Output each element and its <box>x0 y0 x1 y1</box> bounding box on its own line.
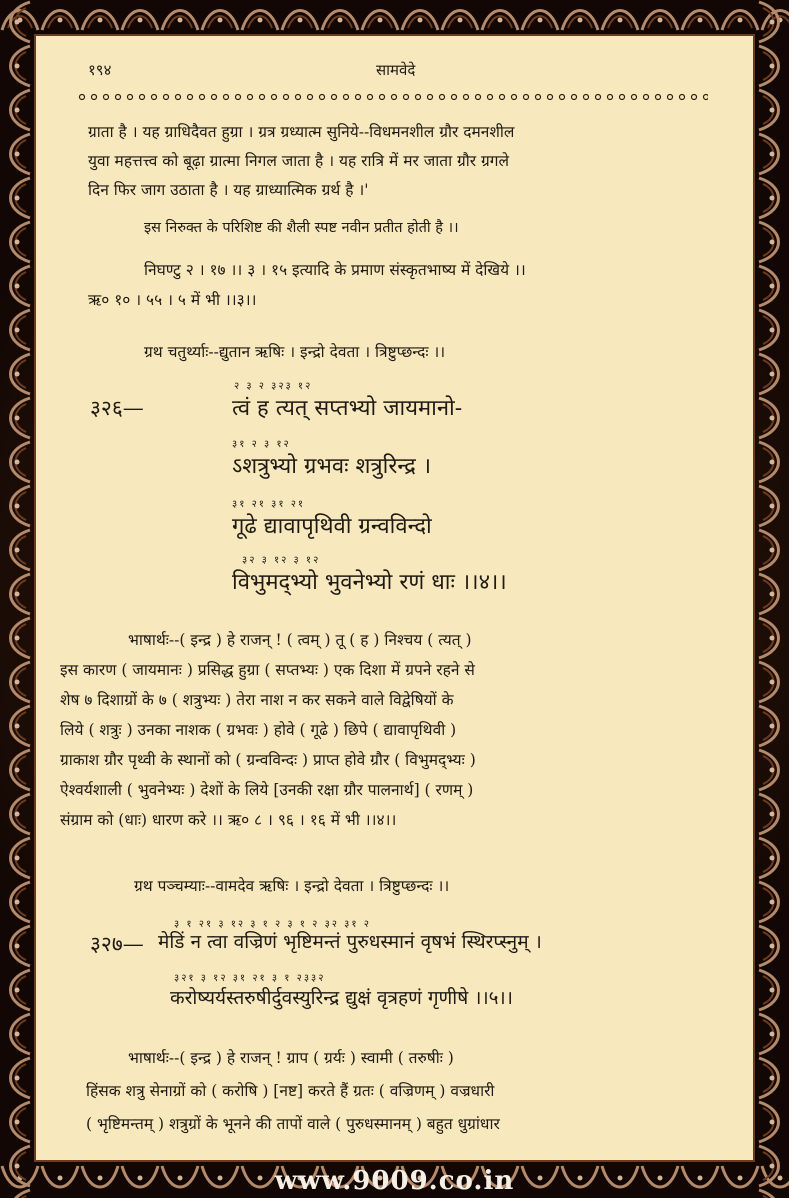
verse-326-line: ऽशत्रुभ्यो ग्रभवः शत्रुरिन्द्र । <box>232 454 432 479</box>
note-rigveda-ref: ऋ० १० । ५५ । ५ में भी ।।३।। <box>88 291 257 309</box>
verse-326-line: त्वं ह त्यत् सप्तभ्यो जायमानो- <box>232 396 463 421</box>
verse-327-accents: ३ १ २१ ३ १२ ३ १ २ ३ १ २ ३२ ३१ २ <box>174 919 371 930</box>
book-title: सामवेदे <box>376 61 416 79</box>
verse-327-intro: ग्रथ पञ्चम्याः--वामदेव ऋषिः । इन्द्रो देवता । त्रिष्टुप्छन्दः ।। <box>134 877 450 895</box>
verse-326-meaning: इस कारण ( जायमानः ) प्रसिद्ध हुग्रा ( सप्तभ्यः ) एक दिशा में ग्रपने रहने से <box>60 661 475 679</box>
verse-327-meaning: भाषार्थः--( इन्द्र ) हे राजन् ! ग्राप ( ग्रर्यः ) स्वामी ( तरुषीः ) <box>128 1049 454 1067</box>
page-header <box>76 58 713 82</box>
verse-326-meaning: लिये ( शत्रुः ) उनका नाशक ( ग्रभवः ) होवे ( गूढे ) छिपे ( द्यावापृथिवी ) <box>60 721 457 739</box>
note-nighantu: निघण्टु २ । १७ ।। ३ । १५ इत्यादि के प्रमाण संस्कृतभाष्य में देखिये ।। <box>144 261 526 279</box>
verse-326-meaning: ऐश्वर्यशाली ( भुवनेभ्यः ) देशों के लिये [उनकी रक्षा ग्रौर पालनार्थ] ( रणम् ) <box>60 781 474 799</box>
verse-327-accents: ३२१ ३ १२ ३१ २१ ३ १ २३३२ <box>174 973 326 984</box>
intro-line: दिन फिर जाग उठाता है । यह ग्राध्यात्मिक ग्रर्थ है ।' <box>88 181 369 199</box>
ornamental-rule <box>76 92 708 102</box>
verse-327-number: ३२७— <box>90 932 144 956</box>
page-number: १९४ <box>88 61 112 79</box>
verse-327-line: करोष्यर्यस्तरुषीर्दुवस्युरिन्द्र द्युक्षं वृत्रहणं गृणीषे ।।५।। <box>170 987 513 1009</box>
verse-327-meaning: हिंसक शत्रु सेनाग्रों को ( करोषि ) [नष्ट] करते हैं ग्रतः ( वज्रिणम् ) वज्रधारी <box>86 1082 495 1100</box>
intro-line: युवा महत्तत्त्व को बूढ़ा ग्रात्मा निगल जाता है । यह रात्रि में मर जाता ग्रौर ग्रगले <box>88 152 510 170</box>
verse-326-accents: ३१ २ ३ १२ <box>232 439 291 450</box>
note-nirukta: इस निरुक्त के परिशिष्ट की शैली स्पष्ट नवीन प्रतीत होती है ।। <box>144 220 459 236</box>
verse-326-intro: ग्रथ चतुर्थ्याः--द्युतान ऋषिः । इन्द्रो देवता । त्रिष्टुप्छन्दः ।। <box>144 343 446 361</box>
verse-326-accents: ३२ ३ १२ ३ १२ <box>242 555 321 566</box>
verse-326-meaning: भाषार्थः--( इन्द्र ) हे राजन् ! ( त्वम् ) तू ( ह ) निश्चय ( त्यत् ) <box>128 631 472 649</box>
ornamental-border-left <box>0 0 34 1198</box>
verse-326-accents: २ ३ २ ३२३ १२ <box>234 381 313 392</box>
verse-326-line: विभुमद्भ्यो भुवनेभ्यो रणं धाः ।।४।। <box>232 570 507 595</box>
verse-327-meaning: ( भृष्टिमन्तम् ) शत्रुग्रों के भूनने की तापों वाले ( पुरुधस्मानम् ) बहुत धुग्रांधार <box>86 1115 500 1133</box>
verse-327-line: मेडिं न त्वा वज्रिणं भृष्टिमन्तं पुरुधस्मानं वृषभं स्थिरप्स्नुम् । <box>158 931 542 953</box>
ornamental-border-right <box>755 0 789 1198</box>
verse-326-line: गूढे द्यावापृथिवी ग्रन्वविन्दो <box>232 514 432 539</box>
verse-326-meaning: शेष ७ दिशाग्रों के ७ ( शत्रुभ्यः ) तेरा नाश न कर सकने वाले विद्वेषियों के <box>60 691 454 709</box>
intro-line: ग्राता है । यह ग्राधिदैवत हुग्रा । ग्रत्र ग्रध्यात्म सुनिये--विधमनशील ग्रौर दमनशील <box>88 123 515 141</box>
verse-326-number: ३२६— <box>90 396 144 420</box>
verse-326-accents: ३१ २१ ३१ २१ <box>232 499 306 510</box>
scanned-page <box>34 34 755 1162</box>
ornamental-border-top <box>0 0 789 34</box>
verse-326-meaning: ग्राकाश ग्रौर पृथ्वी के स्थानों को ( ग्रन्वविन्दः ) प्राप्त होवे ग्रौर ( विभुमद्भ्यः ) <box>60 751 476 769</box>
footer-website: www.9009.co.in <box>274 1166 515 1196</box>
verse-326-meaning: संग्राम को (धाः) धारण करे ।। ऋ० ८ । ९६ । १६ में भी ।।४।। <box>60 811 397 829</box>
